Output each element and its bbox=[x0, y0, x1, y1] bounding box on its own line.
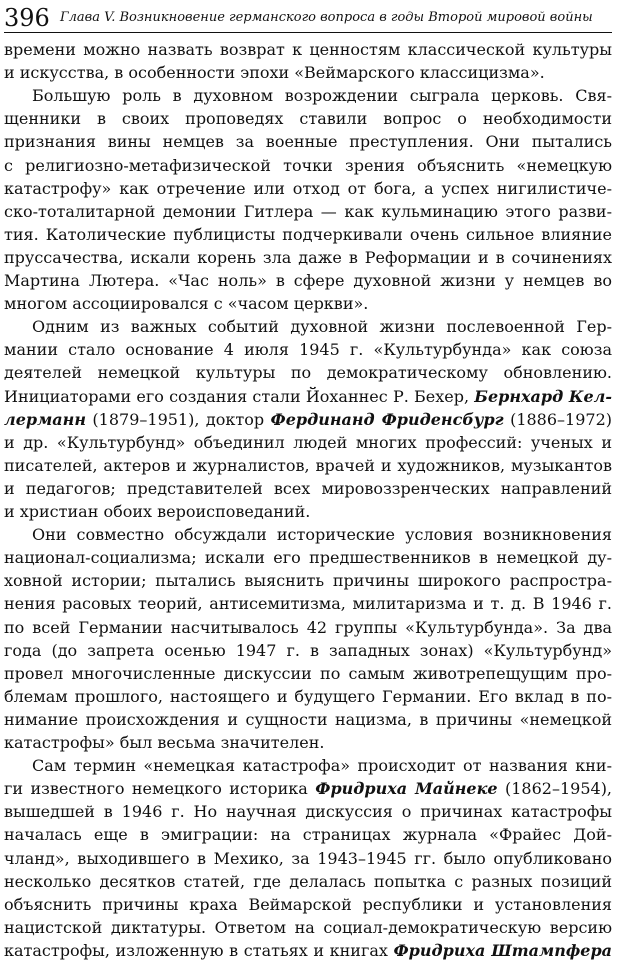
text-line bbox=[4, 777, 612, 800]
text-line: по всей Германии насчитывалось 42 группы «Культурбунда». За два bbox=[4, 617, 612, 637]
text-line: национал-социализма; искали его предшественников в немецкой ду- bbox=[4, 548, 612, 568]
text-line: чланд», выходившего в Мехико, за 1943–1945 гг. было опубликовано bbox=[4, 848, 612, 868]
text-line: объяснить причины краха Веймарской республики и установления bbox=[4, 894, 612, 914]
text-line: несколько десятков статей, где делалась попытка с разных позиций bbox=[4, 871, 612, 891]
text-run: ги известного немецкого историка bbox=[4, 779, 316, 799]
text-line bbox=[4, 408, 612, 431]
text-line: и педагогов; представителей всех мировоззренческих направлений bbox=[4, 478, 612, 498]
person-name: лерманн bbox=[4, 409, 86, 429]
text-line: щенники в своих проповедях ставили вопрос о необходимости bbox=[4, 109, 612, 129]
text-line: нения расовых теорий, антисемитизма, милитаризма и т. д. В 1946 г. bbox=[4, 594, 612, 614]
text-line: нимание происхождения и сущности нацизма, в причины «немецкой bbox=[4, 709, 612, 729]
text-run: (1862–1954), bbox=[497, 779, 613, 799]
text-line: мании стало основание 4 июля 1945 г. «Культурбунда» как союза bbox=[4, 340, 612, 360]
text-line: и христиан обоих вероисповеданий. bbox=[4, 502, 311, 521]
text-line bbox=[4, 385, 612, 408]
running-title: Глава V. Возникновение германского вопроса в годы Второй мировой войны bbox=[60, 10, 593, 25]
text-line: признания вины немцев за военные преступления. Они пытались bbox=[4, 132, 612, 152]
text-line: пруссачества, искали корень зла даже в Реформации и в сочинениях bbox=[4, 247, 612, 267]
text-line: Одним из важных событий духовной жизни послевоенной Гер- bbox=[32, 317, 612, 337]
header-rule bbox=[4, 32, 612, 33]
text-line: с религиозно-метафизической точки зрения объяснить «немецкую bbox=[4, 155, 612, 175]
text-line: вышедшей в 1946 г. Но научная дискуссия о причинах катастрофы bbox=[4, 802, 612, 822]
text-line: года (до запрета осенью 1947 г. в западных зонах) «Культурбунд» bbox=[4, 640, 612, 660]
text-line: писателей, актеров и журналистов, врачей и художников, музыкантов bbox=[4, 455, 612, 475]
text-line: Сам термин «немецкая катастрофа» происходит от названия кни- bbox=[32, 756, 612, 776]
text-line: началась еще в эмиграции: на страницах журнала «Фрайес Дой- bbox=[4, 825, 612, 845]
text-line bbox=[4, 939, 612, 962]
text-run: (1886–1972) bbox=[503, 409, 612, 429]
text-line: тия. Католические публицисты подчеркивали очень сильное влияние bbox=[4, 224, 612, 244]
text-line: времени можно назвать возврат к ценностям классической культуры bbox=[4, 40, 612, 59]
text-line: катастрофы» был весьма значителен. bbox=[4, 733, 325, 752]
text-line: Большую роль в духовном возрождении сыграла церковь. Свя- bbox=[32, 86, 612, 106]
text-line: провел многочисленные дискуссии по самым животрепещущим про- bbox=[4, 663, 612, 683]
text-run: катастрофы, изложенную в статьях и книгах bbox=[4, 940, 394, 960]
text-line: и искусства, в особенности эпохи «Веймарского классицизма». bbox=[4, 63, 545, 83]
text-line: и др. «Культурбунд» объединил людей многих профессий: ученых и bbox=[4, 432, 612, 452]
text-line: многом ассоциировался с «часом церкви». bbox=[4, 294, 369, 314]
page-header bbox=[4, 3, 616, 33]
text-line: Они совместно обсуждали исторические условия возникновения bbox=[32, 525, 612, 545]
text-run: Инициаторами его создания стали Йоханнес Р. Бехер, bbox=[4, 386, 475, 406]
person-name: Фридриха Штампфера bbox=[393, 940, 613, 960]
page-number: 396 bbox=[4, 4, 50, 32]
text-line: деятелей немецкой культуры по демократическому обновлению. bbox=[4, 363, 612, 383]
text-line: нацистской диктатуры. Ответом на социал-демократическую версию bbox=[4, 917, 612, 937]
text-run: (1879–1951), доктор bbox=[85, 409, 271, 429]
text-line: Мартина Лютера. «Час ноль» в сфере духовной жизни у немцев во bbox=[4, 271, 612, 290]
person-name: Фердинанд Фриденсбург bbox=[270, 409, 504, 429]
person-name: Бернхард Кел- bbox=[474, 386, 612, 406]
text-line: блемам прошлого, настоящего и будущего Германии. Его вклад в по- bbox=[4, 686, 612, 706]
person-name: Фридриха Майнеке bbox=[315, 779, 498, 799]
text-line: катастрофу» как отречение или отход от бога, а успех нигилистиче- bbox=[4, 178, 612, 198]
text-line: ховной истории; пытались выяснить причины широкого распростра- bbox=[4, 571, 612, 591]
text-line: ско-тоталитарной демонии Гитлера — как кульминацию этого разви- bbox=[4, 201, 612, 221]
